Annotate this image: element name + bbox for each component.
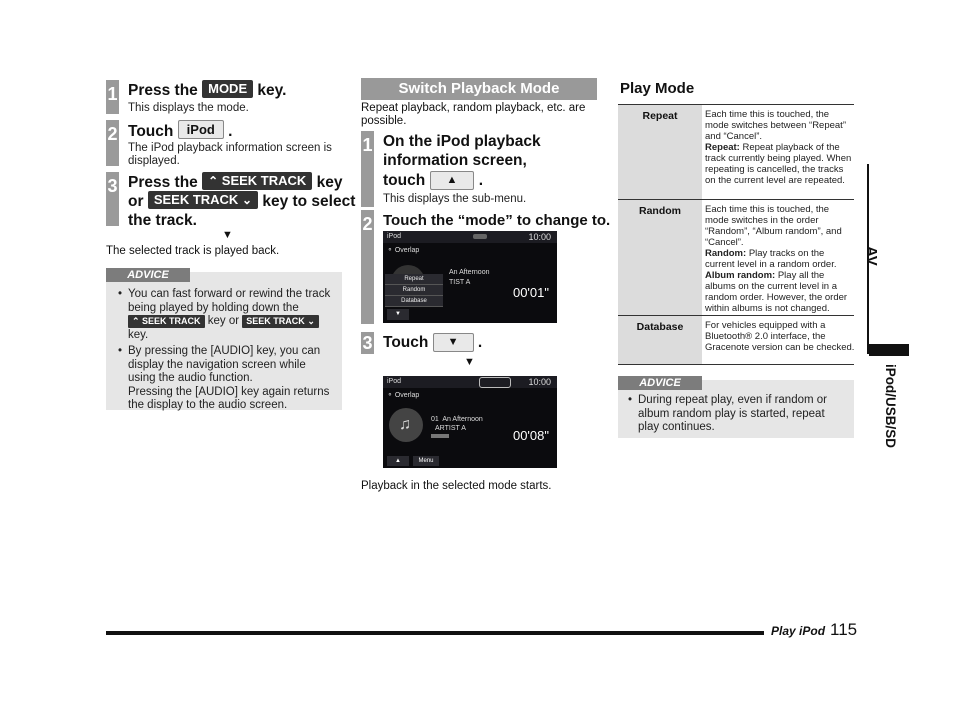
play-mode-title: Play Mode (620, 80, 695, 97)
seek-track-down-key: SEEK TRACK ⌄ (148, 191, 258, 209)
advice-box-right (618, 377, 854, 438)
clock: 10:00 (528, 377, 551, 387)
time-counter: 00'08" (512, 428, 549, 443)
chevron-down-icon: ⌄ (241, 193, 253, 207)
mode-indicator-icon (479, 377, 511, 388)
intro-text: Repeat playback, random playback, etc. are possible. (361, 102, 586, 127)
overlap-label: ⚬ Overlap (387, 247, 420, 254)
clock: 10:00 (528, 232, 551, 242)
step-number: 3 (362, 333, 373, 353)
advice-tag: ADVICE (106, 268, 190, 282)
step-title-line-3: touch ▲ . (383, 172, 484, 189)
side-label-ipod-usb-sd: iPod/USB/SD (883, 364, 898, 449)
advice-tag: ADVICE (618, 376, 702, 390)
result-text: The selected track is played back. (106, 245, 280, 257)
step-title-line-1: On the iPod playback (383, 133, 541, 150)
step-title-line-2: or SEEK TRACK ⌄ key to select (128, 192, 356, 210)
step-title-line-3: the track. (128, 212, 197, 229)
artist-name: ARTIST A (435, 425, 466, 432)
step-1 (106, 80, 336, 114)
step-description: This displays the sub-menu. (383, 193, 527, 205)
page-number: 115 (830, 620, 858, 639)
mid-step-3 (361, 332, 597, 354)
down-arrow: ▼ (464, 356, 475, 368)
step-number: 2 (107, 124, 118, 144)
chevron-up-icon: ⌃ (208, 174, 219, 188)
menu-item-random[interactable]: Random (385, 285, 443, 296)
advice-item: • You can fast forward or rewind the track being played by holding down the ⌃ SEEK TRACK key or SEEK TRACK ⌄ key. (116, 288, 332, 342)
side-tab-av: AV (863, 246, 880, 266)
step-title-line-1: Press the ⌃ SEEK TRACK key (128, 173, 343, 191)
menu-button[interactable]: Menu (413, 456, 439, 466)
row-description: Each time this is touched, the mode switches between “Repeat” and “Cancel”. Repeat: Repeat playback of the track currently being played. When repeating is cancelled, the tracks on the current level are repeated. (705, 109, 852, 186)
ipod-key: iPod (178, 120, 224, 139)
ipod-submenu-screen (383, 231, 557, 323)
step-title: Press the MODE key. (128, 81, 287, 99)
advice-box-left (106, 269, 342, 411)
step-description: This displays the mode. (128, 102, 249, 114)
step-2 (106, 120, 342, 166)
step-number: 3 (107, 176, 118, 196)
row-description: For vehicles equipped with a Bluetooth® 2.0 interface, the Gracenote version can be checked. (705, 320, 855, 353)
source-label: iPod (387, 233, 402, 240)
seek-track-down-key: SEEK TRACK ⌄ (242, 315, 319, 328)
song-title: An Afternoon (449, 269, 490, 276)
side-tab-ipod (869, 344, 909, 356)
up-button[interactable]: ▲ (387, 456, 409, 466)
row-description: Each time this is touched, the mode switches in the order “Random”, “Album random”, and “Cancel”. Random: Play tracks on the current level in a random order. Album random: Play all the albums on the current level in a random order. However, the order within albums is not changed. (705, 204, 848, 314)
play-mode-row-database (618, 316, 854, 365)
time-counter: 00'01" (512, 285, 549, 300)
step-title: Touch iPod . (128, 122, 233, 140)
step-description: The iPod playback information screen is displayed. (128, 142, 332, 167)
step-title: Touch ▼ . (383, 334, 483, 351)
play-mode-row-repeat (618, 105, 854, 200)
artist-name: TIST A (449, 279, 471, 286)
footer-rule (106, 631, 764, 635)
battery-icon (473, 234, 487, 239)
play-mode-row-random (618, 200, 854, 316)
overlap-label: ⚬ Overlap (387, 392, 420, 399)
advice-list (116, 288, 332, 416)
down-arrow: ▼ (222, 229, 233, 241)
mode-key: MODE (202, 80, 253, 98)
music-note-icon: ♫ (399, 416, 411, 433)
ipod-playback-screen (383, 376, 557, 468)
step-title: Touch the “mode” to change to. (383, 212, 611, 229)
step-number: 1 (107, 84, 118, 104)
seek-track-up-key: ⌃ SEEK TRACK (202, 172, 312, 190)
down-button[interactable]: ▼ (387, 309, 409, 320)
step-number: 2 (362, 214, 373, 234)
seek-track-up-key: ⌃ SEEK TRACK (128, 315, 205, 328)
footer-section: Play iPod (771, 624, 826, 638)
progress-icon (431, 434, 449, 438)
step-title-line-2: information screen, (383, 152, 527, 169)
up-arrow-key: ▲ (430, 171, 475, 190)
menu-item-repeat[interactable]: Repeat (385, 274, 443, 285)
row-label: Repeat (618, 105, 702, 199)
advice-item: • During repeat play, even if random or album random play is started, repeat play continues. (626, 394, 848, 435)
step-3 (106, 172, 356, 229)
track-line: 01 An Afternoon (431, 416, 483, 423)
result-text: Playback in the selected mode starts. (361, 480, 552, 492)
row-label: Database (618, 316, 702, 364)
section-title: Switch Playback Mode (361, 78, 597, 100)
menu-item-database[interactable]: Database (385, 296, 443, 307)
step-number: 1 (362, 135, 373, 155)
source-label: iPod (387, 378, 402, 385)
mid-step-1 (361, 131, 597, 207)
advice-item: • By pressing the [AUDIO] key, you can display the navigation screen while using the audio function. Pressing the [AUDIO] key again returns the display to the audio screen. (116, 345, 332, 413)
row-label: Random (618, 200, 702, 315)
down-arrow-key: ▼ (433, 333, 474, 352)
advice-list (626, 394, 848, 438)
